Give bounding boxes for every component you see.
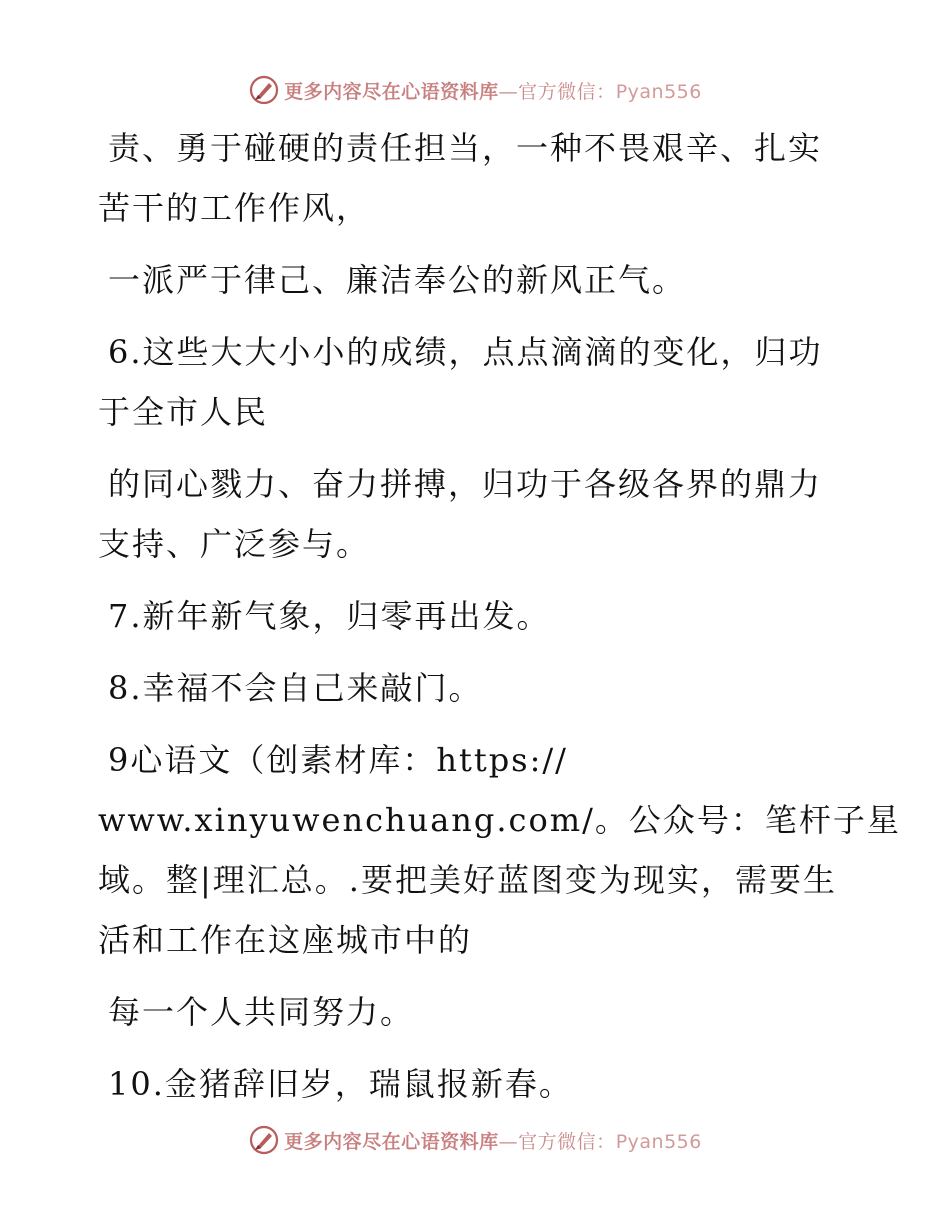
text-line: 8.幸福不会自己来敲门。	[108, 669, 483, 707]
text-line: 的同心戮力、奋力拼搏，归功于各级各界的鼎力	[108, 465, 823, 503]
text-line: 于全市人民	[98, 393, 269, 431]
watermark-text: 更多内容尽在心语资料库—官方微信：Pyan556	[284, 1130, 702, 1153]
footer-watermark-banner	[0, 1120, 950, 1160]
text-line: 一派严于律己、廉洁奉公的新风正气。	[108, 261, 687, 299]
text-line: 苦干的工作作风，	[98, 189, 371, 227]
text-line: 活和工作在这座城市中的	[98, 921, 473, 959]
text-line: 10.金猪辞旧岁，瑞鼠报新春。	[108, 1065, 573, 1103]
header-watermark-banner	[0, 70, 950, 110]
text-line: www.xinyuwenchuang.com/。公众号：笔杆子星	[98, 801, 901, 839]
pen-nib-circle-icon	[248, 1124, 280, 1156]
text-line: 每一个人共同努力。	[108, 993, 415, 1031]
pen-nib-circle-icon	[248, 74, 280, 106]
text-line: 9心语文（创素材库：https://	[108, 741, 568, 779]
text-line: 支持、广泛参与。	[98, 525, 371, 563]
text-line: 6.这些大大小小的成绩，点点滴滴的变化，归功	[108, 333, 823, 371]
text-line: 域。整|理汇总。.要把美好蓝图变为现实，需要生	[98, 861, 837, 899]
document-body	[98, 118, 901, 1114]
text-line: 7.新年新气象，归零再出发。	[108, 597, 551, 635]
watermark-text: 更多内容尽在心语资料库—官方微信：Pyan556	[284, 80, 702, 103]
text-line: 责、勇于碰硬的责任担当，一种不畏艰辛、扎实	[108, 129, 823, 167]
